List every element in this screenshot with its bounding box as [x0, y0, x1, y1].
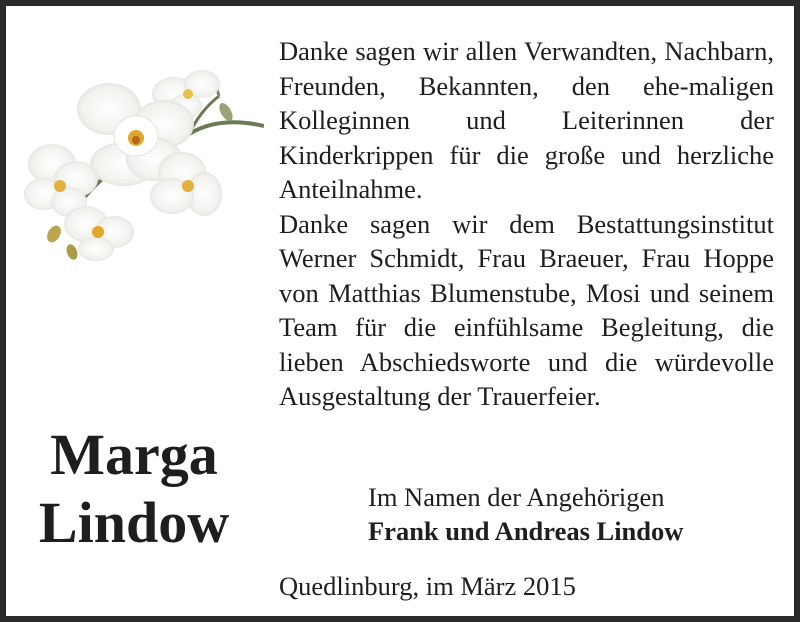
thanks-paragraph-2: Danke sagen wir dem Bestattungsinstitut Werner Schmidt, Frau Braeuer, Frau Hoppe von Matthias Blumenstube, Mosi und seinem Team für die einfühlsame Begleitung, die lieben Abschiedsworte und die würdevolle Ausgestaltung der Trauerfeier.	[279, 208, 774, 411]
signature-intro: Im Namen der Angehörigen	[368, 482, 665, 512]
signature-names: Frank und Andreas Lindow	[368, 516, 684, 546]
deceased-first-name: Marga	[50, 422, 218, 487]
deceased-last-name: Lindow	[38, 490, 230, 555]
thanks-paragraph-1: Danke sagen wir allen Verwandten, Nachbarn, Freunden, Bekannten, den ehe-maligen Kolleginnen und Leiterinnen der Kinderkrippen für die große und herzliche Anteilnahme.	[279, 36, 774, 204]
place-date: Quedlinburg, im März 2015	[279, 571, 576, 601]
thank-you-text	[279, 34, 774, 414]
orchid-icon	[14, 64, 264, 264]
